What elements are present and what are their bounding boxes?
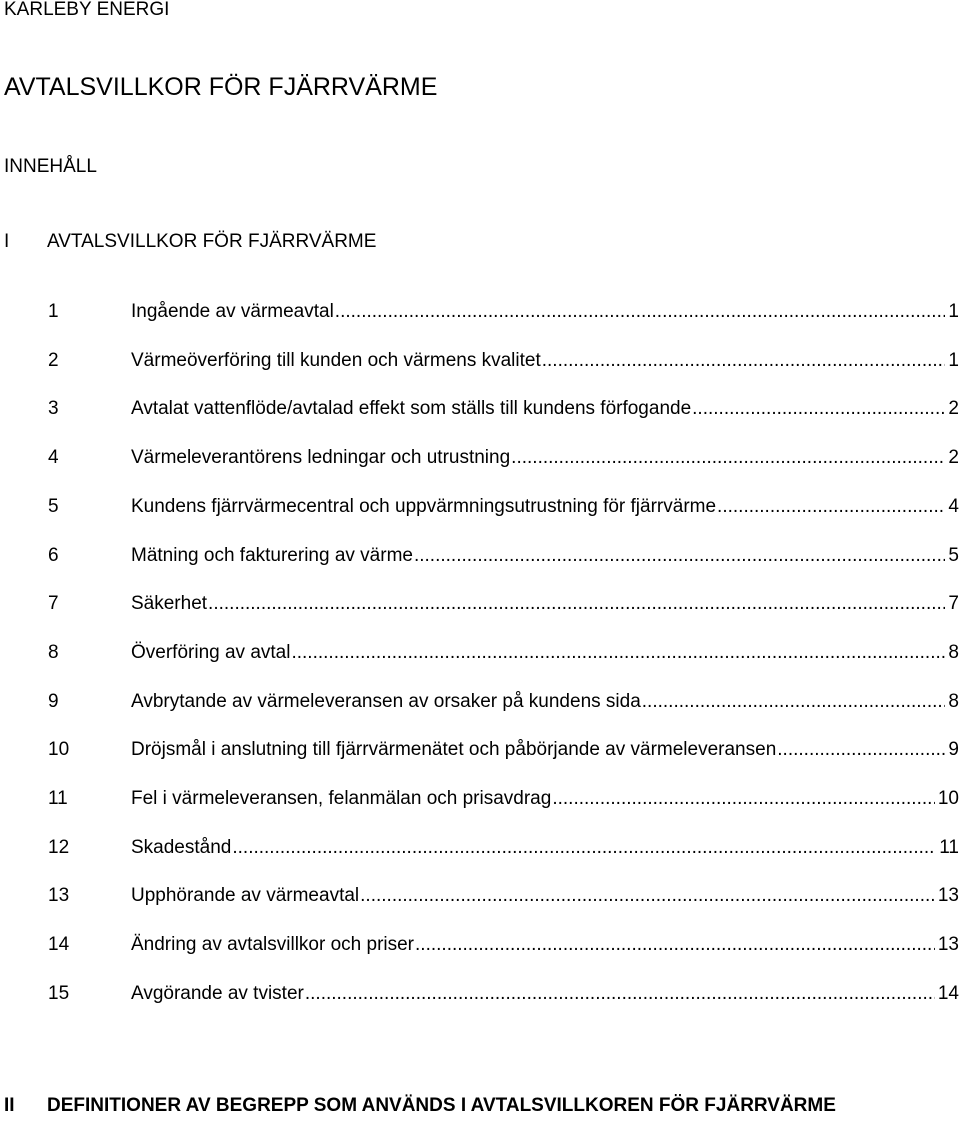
toc-entry-title: Ingående av värmeavtal <box>131 301 334 322</box>
section-number: I <box>4 231 10 252</box>
toc-entry-number: 3 <box>48 398 59 420</box>
toc-entry[interactable] <box>48 690 960 714</box>
toc-entry-number: 1 <box>48 301 59 322</box>
toc-entry[interactable] <box>48 446 960 470</box>
toc-entry[interactable] <box>48 738 960 762</box>
toc-dot-leader <box>542 349 946 373</box>
toc-entry-page: 8 <box>948 690 959 712</box>
toc-entry-page: 2 <box>948 447 959 469</box>
toc-dot-leader <box>291 641 945 665</box>
toc-entry[interactable] <box>48 495 960 519</box>
section-number: II <box>4 1095 15 1116</box>
toc-entry-title: Kundens fjärrvärmecentral och uppvärmningsutrustning för fjärrvärme <box>131 495 717 517</box>
company-name: KARLEBY ENERGI <box>4 0 170 20</box>
toc-entry-page: 13 <box>937 934 959 956</box>
toc-entry-number: 6 <box>48 544 59 566</box>
document-title: AVTALSVILLKOR FÖR FJÄRRVÄRME <box>4 73 438 101</box>
toc-entry-page: 2 <box>948 398 959 420</box>
toc-entry-number: 15 <box>48 982 70 1004</box>
toc-entry-page: 1 <box>948 349 959 371</box>
toc-dot-leader <box>511 446 945 470</box>
toc-entry[interactable] <box>48 349 960 373</box>
toc-entry[interactable] <box>48 884 960 908</box>
toc-entry-title: Säkerhet <box>131 593 208 615</box>
toc-entry-page: 7 <box>948 593 959 615</box>
toc-dot-leader <box>335 300 946 324</box>
toc-entry[interactable] <box>48 641 960 665</box>
toc-entry-page: 14 <box>937 982 959 1004</box>
toc-dot-leader <box>414 544 945 568</box>
toc-dot-leader <box>717 495 945 519</box>
toc-entry[interactable] <box>48 300 960 324</box>
toc-entry-page: 9 <box>948 739 959 761</box>
toc-entry-page: 8 <box>948 641 959 663</box>
toc-entry-number: 10 <box>48 739 70 761</box>
toc-entry-title: Värmeöverföring till kunden och värmens kvalitet <box>131 349 541 371</box>
toc-entry-title: Upphörande av värmeavtal <box>131 885 360 907</box>
toc-entry[interactable] <box>48 836 960 860</box>
toc-entry-title: Skadestånd <box>131 836 232 858</box>
toc-entry-page: 4 <box>948 495 959 517</box>
toc-entry-number: 12 <box>48 836 70 858</box>
toc-entry-number: 7 <box>48 593 59 615</box>
toc-entry-title: Avgörande av tvister <box>131 982 304 1004</box>
toc-dot-leader <box>415 933 935 957</box>
toc-entry-page: 1 <box>948 301 959 322</box>
toc-dot-leader <box>232 836 936 860</box>
toc-entry-number: 14 <box>48 934 70 956</box>
toc-entry-page: 13 <box>937 885 959 907</box>
toc-dot-leader <box>552 787 935 811</box>
toc-entry-number: 13 <box>48 885 70 907</box>
toc-entry-number: 5 <box>48 495 59 517</box>
toc-entry-title: Ändring av avtalsvillkor och priser <box>131 934 415 956</box>
toc-entry-title: Överföring av avtal <box>131 641 291 663</box>
toc-entry-page: 10 <box>937 788 959 809</box>
toc-dot-leader <box>642 690 946 714</box>
toc-entry-number: 9 <box>48 690 59 712</box>
toc-entry-number: 11 <box>48 788 68 809</box>
toc-entry[interactable] <box>48 933 960 957</box>
toc-dot-leader <box>208 592 945 616</box>
toc-dot-leader <box>360 884 935 908</box>
toc-entry-number: 4 <box>48 447 59 469</box>
contents-heading: INNEHÅLL <box>4 156 97 177</box>
toc-entry[interactable] <box>48 787 960 811</box>
toc-entry-title: Fel i värmeleveransen, felanmälan och prisavdrag <box>131 788 552 809</box>
section-title: AVTALSVILLKOR FÖR FJÄRRVÄRME <box>47 231 377 252</box>
toc-dot-leader <box>692 397 945 421</box>
toc-dot-leader <box>777 738 945 762</box>
toc-entry-title: Mätning och fakturering av värme <box>131 544 413 566</box>
toc-entry-page: 5 <box>948 544 959 566</box>
toc-entry-number: 8 <box>48 641 59 663</box>
toc-entry-title: Värmeleverantörens ledningar och utrustning <box>131 447 511 469</box>
toc-entry[interactable] <box>48 544 960 568</box>
toc-entry[interactable] <box>48 982 960 1006</box>
toc-entry-number: 2 <box>48 349 59 371</box>
section-title: DEFINITIONER AV BEGREPP SOM ANVÄNDS I AVTALSVILLKOREN FÖR FJÄRRVÄRME <box>47 1095 836 1116</box>
toc-entry[interactable] <box>48 592 960 616</box>
toc-entry-title: Avbrytande av värmeleveransen av orsaker på kundens sida <box>131 690 641 712</box>
toc-entry-title: Dröjsmål i anslutning till fjärrvärmenätet och påbörjande av värmeleveransen <box>131 739 777 761</box>
toc-entry-title: Avtalat vattenflöde/avtalad effekt som ställs till kundens förfogande <box>131 398 692 420</box>
toc-entry-page: 11 <box>939 836 959 858</box>
toc-entry[interactable] <box>48 397 960 421</box>
toc-dot-leader <box>305 982 935 1006</box>
